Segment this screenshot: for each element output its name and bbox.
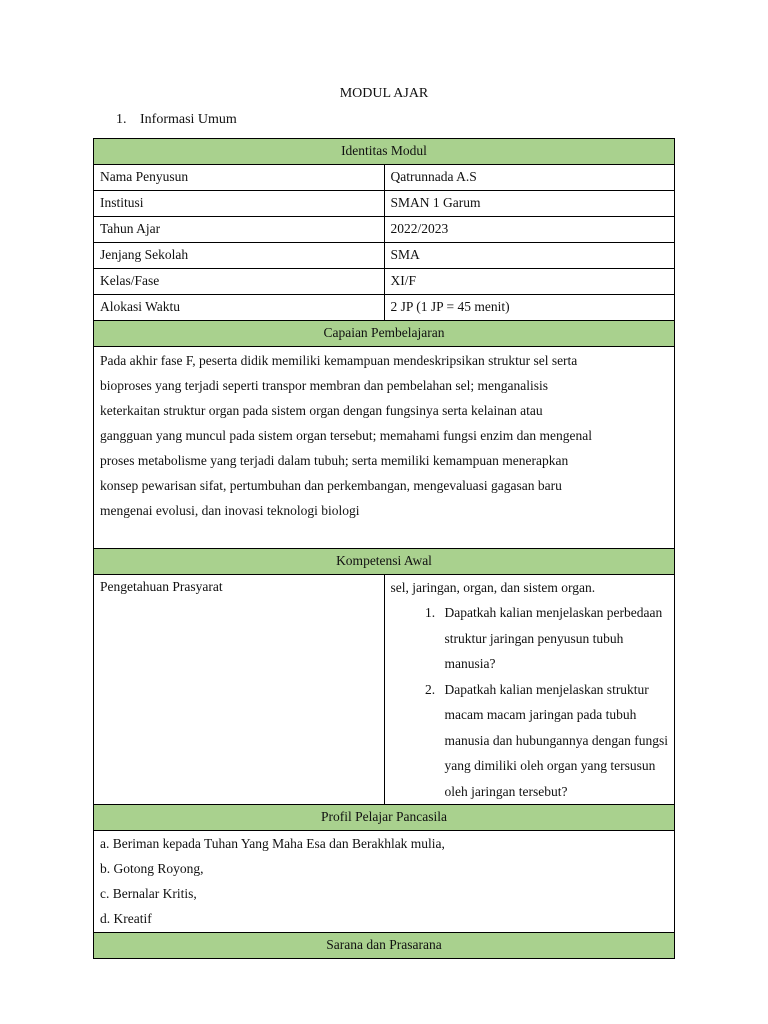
modul-table [93, 138, 675, 959]
section-heading [116, 112, 237, 128]
list-item: a. Beriman kepada Tuhan Yang Maha Esa dan Berakhlak mulia, [100, 836, 445, 851]
row-value-kelas-fase: XI/F [384, 269, 675, 295]
table-row [94, 295, 675, 321]
profil-heading: Profil Pelajar Pancasila [94, 805, 675, 831]
row-label-alokasi-waktu: Alokasi Waktu [94, 295, 385, 321]
row-label-kelas-fase: Kelas/Fase [94, 269, 385, 295]
prasyarat-intro: sel, jaringan, organ, dan sistem organ. [390, 580, 596, 595]
table-row [94, 217, 675, 243]
list-item: 2. Dapatkah kalian menjelaskan struktur macam macam jaringan pada tubuh manusia dan hubungannya dengan fungsi yang dimiliki oleh organ yang tersusun oleh jaringan tersebut? [439, 677, 669, 805]
capaian-line: mengenai evolusi, dan inovasi teknologi biologi [100, 503, 360, 518]
row-label-jenjang-sekolah: Jenjang Sekolah [94, 243, 385, 269]
list-item: c. Bernalar Kritis, [100, 886, 197, 901]
prasyarat-question-list [391, 600, 669, 804]
sarana-heading: Sarana dan Prasarana [94, 933, 675, 959]
capaian-line: keterkaitan struktur organ pada sistem organ dengan fungsinya serta kelainan atau [100, 403, 543, 418]
row-value-nama-penyusun: Qatrunnada A.S [384, 165, 675, 191]
table-row [94, 243, 675, 269]
row-label-tahun-ajar: Tahun Ajar [94, 217, 385, 243]
table-row [94, 165, 675, 191]
table-row [94, 191, 675, 217]
table-row [94, 269, 675, 295]
list-item: d. Kreatif [100, 911, 152, 926]
document-title: MODUL AJAR [339, 86, 429, 101]
kompetensi-heading: Kompetensi Awal [94, 549, 675, 575]
list-item: b. Gotong Royong, [100, 861, 204, 876]
row-value-institusi: SMAN 1 Garum [384, 191, 675, 217]
capaian-line: bioproses yang terjadi seperti transpor membran dan pembelahan sel; menganalisis [100, 378, 548, 393]
row-label-nama-penyusun: Nama Penyusun [94, 165, 385, 191]
capaian-heading: Capaian Pembelajaran [94, 321, 675, 347]
capaian-line: konsep pewarisan sifat, pertumbuhan dan perkembangan, mengevaluasi gagasan baru [100, 478, 562, 493]
identitas-heading: Identitas Modul [94, 139, 675, 165]
capaian-line: gangguan yang muncul pada sistem organ tersebut; memahami fungsi enzim dan mengenal [100, 428, 592, 443]
row-label-institusi: Institusi [94, 191, 385, 217]
section-title: Informasi Umum [140, 112, 237, 127]
prasyarat-label: Pengetahuan Prasyarat [94, 575, 385, 805]
row-value-alokasi-waktu: 2 JP (1 JP = 45 menit) [384, 295, 675, 321]
list-item: 1. Dapatkah kalian menjelaskan perbedaan struktur jaringan penyusun tubuh manusia? [439, 600, 669, 677]
row-value-jenjang-sekolah: SMA [384, 243, 675, 269]
capaian-line: Pada akhir fase F, peserta didik memiliki kemampuan mendeskripsikan struktur sel serta [100, 353, 578, 368]
capaian-body [94, 347, 675, 549]
section-number: 1. [116, 112, 127, 127]
prasyarat-content [384, 575, 675, 805]
capaian-line: proses metabolisme yang terjadi dalam tubuh; serta memiliki kemampuan menerapkan [100, 453, 569, 468]
row-value-tahun-ajar: 2022/2023 [384, 217, 675, 243]
profil-body [94, 831, 675, 933]
capaian-paragraph [100, 347, 668, 523]
